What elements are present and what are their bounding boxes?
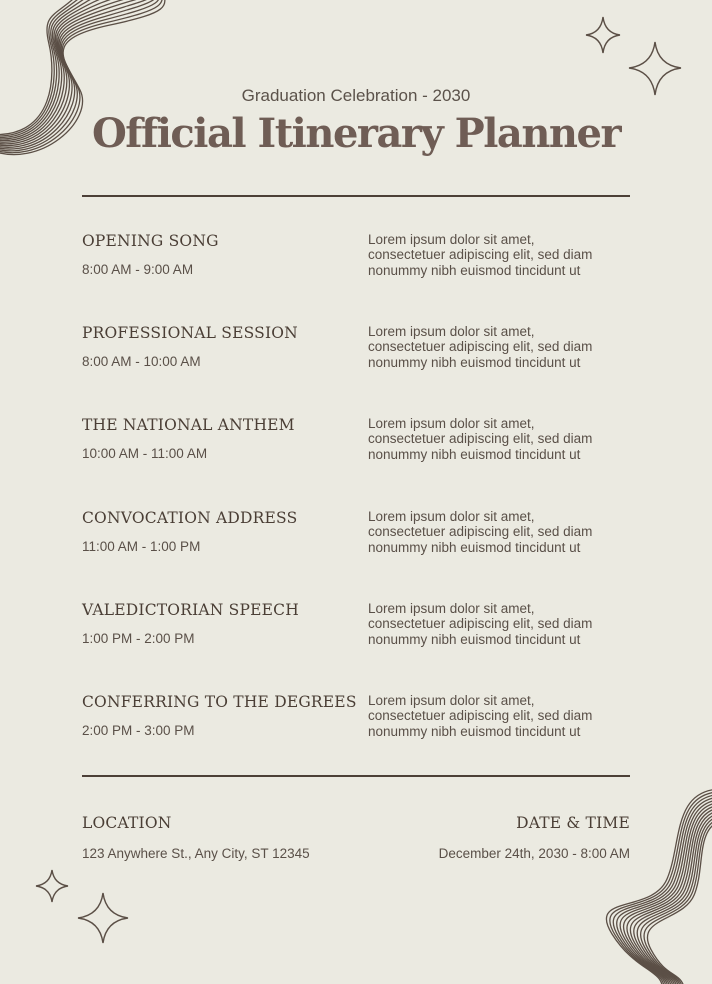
schedule-item-name: CONFERRING TO THE DEGREES bbox=[82, 693, 357, 711]
schedule-item-time: 8:00 AM - 9:00 AM bbox=[82, 262, 194, 277]
schedule-item-description bbox=[368, 601, 630, 647]
description-line: Lorem ipsum dolor sit amet, bbox=[368, 693, 535, 708]
schedule-item-description bbox=[368, 324, 630, 370]
bottom-divider bbox=[82, 775, 630, 777]
description-line: consectetuer adipiscing elit, sed diam bbox=[368, 431, 593, 447]
schedule-item-time: 2:00 PM - 3:00 PM bbox=[82, 723, 195, 738]
schedule-item bbox=[82, 601, 630, 671]
description-line: consectetuer adipiscing elit, sed diam bbox=[368, 247, 593, 263]
description-line: consectetuer adipiscing elit, sed diam bbox=[368, 616, 593, 632]
schedule-item-name: PROFESSIONAL SESSION bbox=[82, 324, 298, 342]
page-title: Official Itinerary Planner bbox=[91, 110, 621, 157]
wavy-lines-decoration-icon bbox=[592, 784, 712, 984]
description-line: nonummy nibh euismod tincidunt ut bbox=[368, 631, 581, 647]
schedule-item-name: CONVOCATION ADDRESS bbox=[82, 509, 298, 527]
datetime-value: December 24th, 2030 - 8:00 AM bbox=[438, 846, 630, 861]
schedule-item-time: 10:00 AM - 11:00 AM bbox=[82, 446, 208, 461]
description-line: nonummy nibh euismod tincidunt ut bbox=[368, 723, 581, 739]
description-line: Lorem ipsum dolor sit amet, bbox=[368, 324, 535, 339]
schedule-item-time: 8:00 AM - 10:00 AM bbox=[82, 354, 201, 369]
top-divider bbox=[82, 195, 630, 197]
description-line: consectetuer adipiscing elit, sed diam bbox=[368, 339, 593, 355]
description-line: Lorem ipsum dolor sit amet, bbox=[368, 232, 535, 247]
description-line: Lorem ipsum dolor sit amet, bbox=[368, 416, 535, 431]
description-line: nonummy nibh euismod tincidunt ut bbox=[368, 354, 581, 370]
schedule-item-description bbox=[368, 232, 630, 278]
location-label: LOCATION bbox=[82, 814, 172, 832]
description-line: Lorem ipsum dolor sit amet, bbox=[368, 509, 535, 524]
schedule-item bbox=[82, 509, 630, 579]
sparkle-stars-icon bbox=[30, 865, 140, 955]
schedule-item-name: OPENING SONG bbox=[82, 232, 219, 250]
schedule-item bbox=[82, 324, 630, 394]
description-line: consectetuer adipiscing elit, sed diam bbox=[368, 524, 593, 540]
datetime-label: DATE & TIME bbox=[516, 814, 630, 832]
schedule-item-description bbox=[368, 416, 630, 462]
description-line: nonummy nibh euismod tincidunt ut bbox=[368, 262, 581, 278]
schedule-item bbox=[82, 416, 630, 486]
schedule-item-name: THE NATIONAL ANTHEM bbox=[82, 416, 295, 434]
description-line: nonummy nibh euismod tincidunt ut bbox=[368, 539, 581, 555]
event-subtitle: Graduation Celebration - 2030 bbox=[241, 86, 471, 105]
location-value: 123 Anywhere St., Any City, ST 12345 bbox=[82, 846, 310, 861]
schedule-item-description bbox=[368, 693, 630, 739]
description-line: nonummy nibh euismod tincidunt ut bbox=[368, 446, 581, 462]
schedule-item bbox=[82, 232, 630, 302]
schedule-item-time: 1:00 PM - 2:00 PM bbox=[82, 631, 195, 646]
description-line: Lorem ipsum dolor sit amet, bbox=[368, 601, 535, 616]
schedule-item-time: 11:00 AM - 1:00 PM bbox=[82, 539, 201, 554]
schedule-item bbox=[82, 693, 630, 763]
schedule-item-name: VALEDICTORIAN SPEECH bbox=[82, 601, 299, 619]
description-line: consectetuer adipiscing elit, sed diam bbox=[368, 708, 593, 724]
schedule-item-description bbox=[368, 509, 630, 555]
